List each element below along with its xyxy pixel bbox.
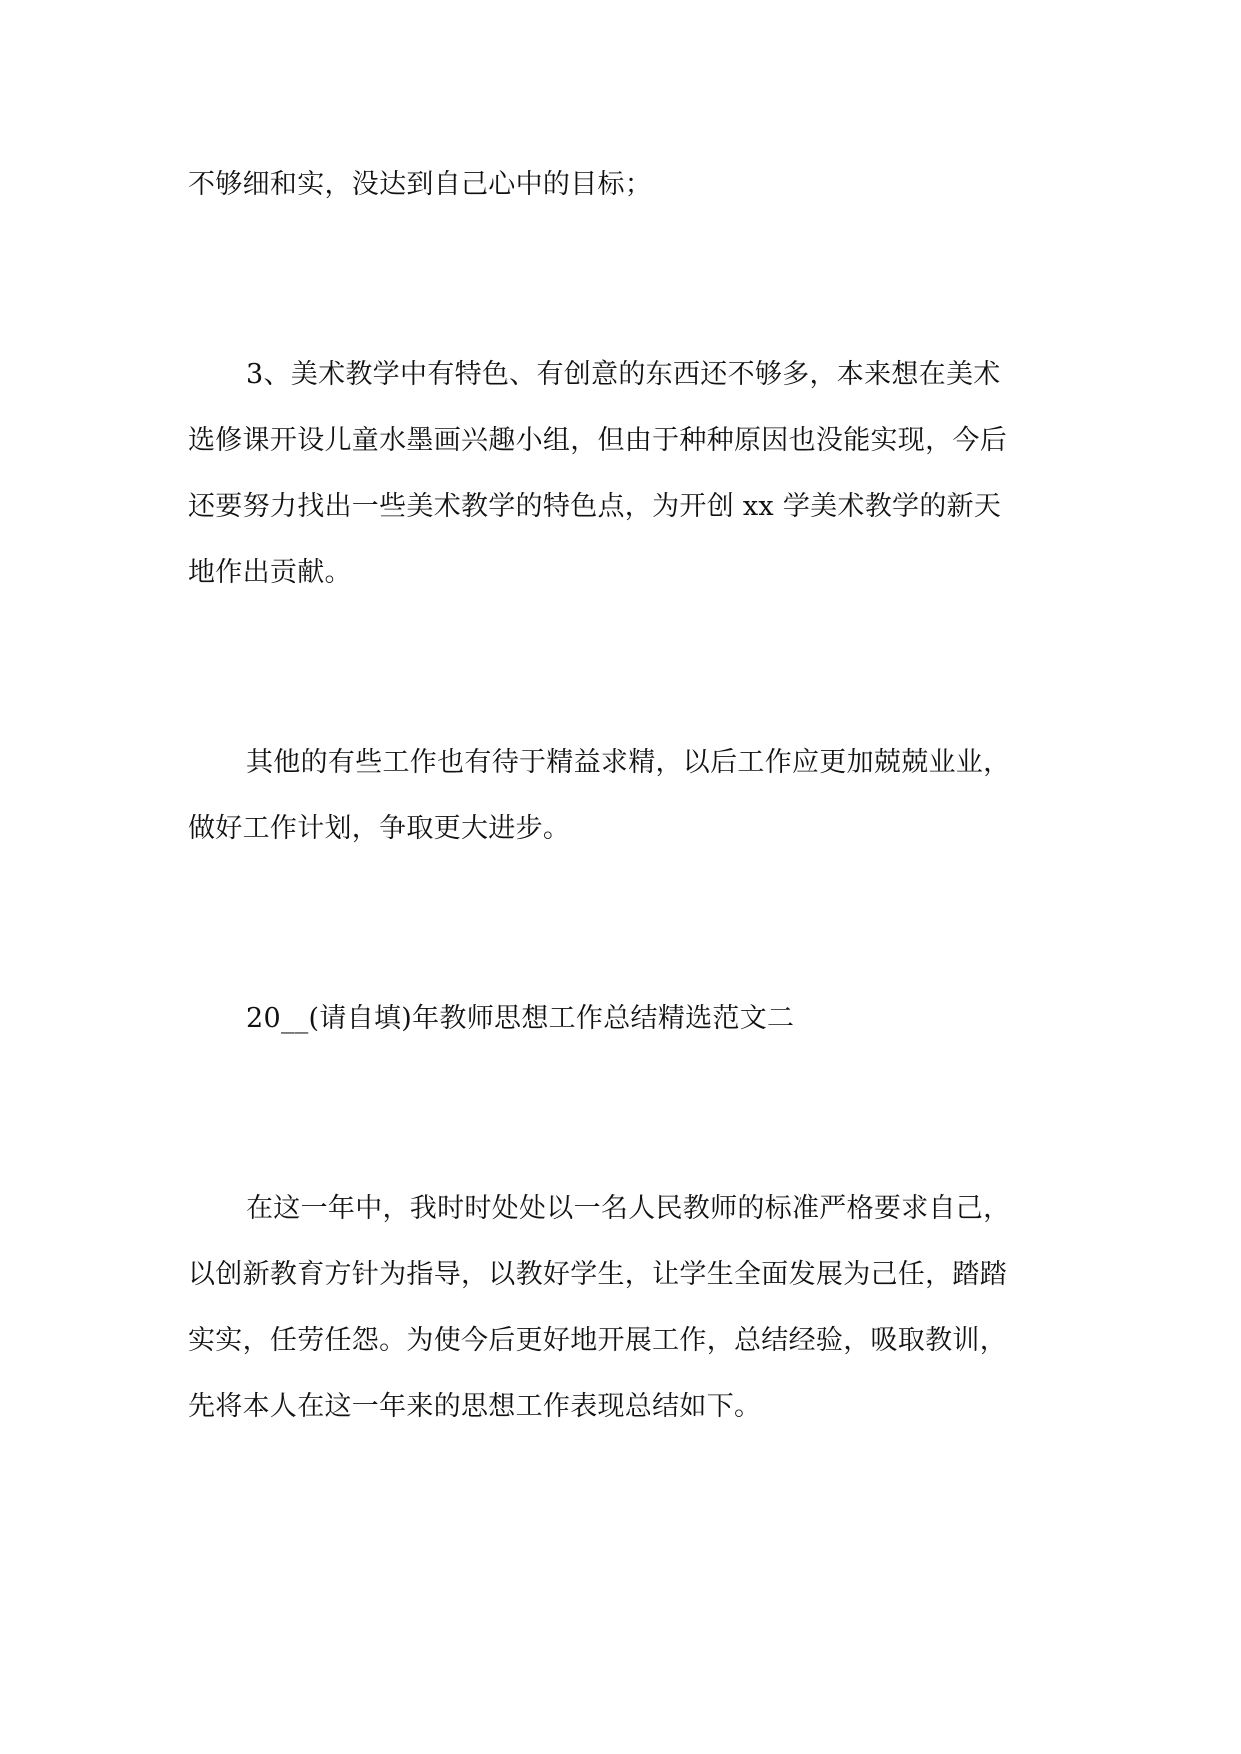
- text-line: 做好工作计划，争取更大进步。: [188, 813, 571, 844]
- heading-line: 20__(请自填)年教师思想工作总结精选范文二: [246, 1003, 795, 1034]
- text-line: 选修课开设儿童水墨画兴趣小组，但由于种种原因也没能实现，今后: [188, 425, 1007, 456]
- text-line: 地作出贡献。: [188, 557, 352, 588]
- text-line: 3、美术教学中有特色、有创意的东西还不够多，本来想在美术: [246, 359, 1001, 390]
- text-line: 实实，任劳任怨。为使今后更好地开展工作，总结经验，吸取教训，: [188, 1325, 1007, 1356]
- text-line: 先将本人在这一年来的思想工作表现总结如下。: [188, 1391, 762, 1422]
- text-line: 不够细和实，没达到自己心中的目标；: [188, 169, 653, 200]
- text-line: 还要努力找出一些美术教学的特色点，为开创 xx 学美术教学的新天: [188, 491, 1002, 522]
- text-line: 在这一年中，我时时处处以一名人民教师的标准严格要求自己，: [246, 1193, 1011, 1224]
- text-line: 以创新教育方针为指导，以教好学生，让学生全面发展为己任，踏踏: [188, 1259, 1007, 1290]
- text-line: 其他的有些工作也有待于精益求精，以后工作应更加兢兢业业，: [246, 747, 1011, 778]
